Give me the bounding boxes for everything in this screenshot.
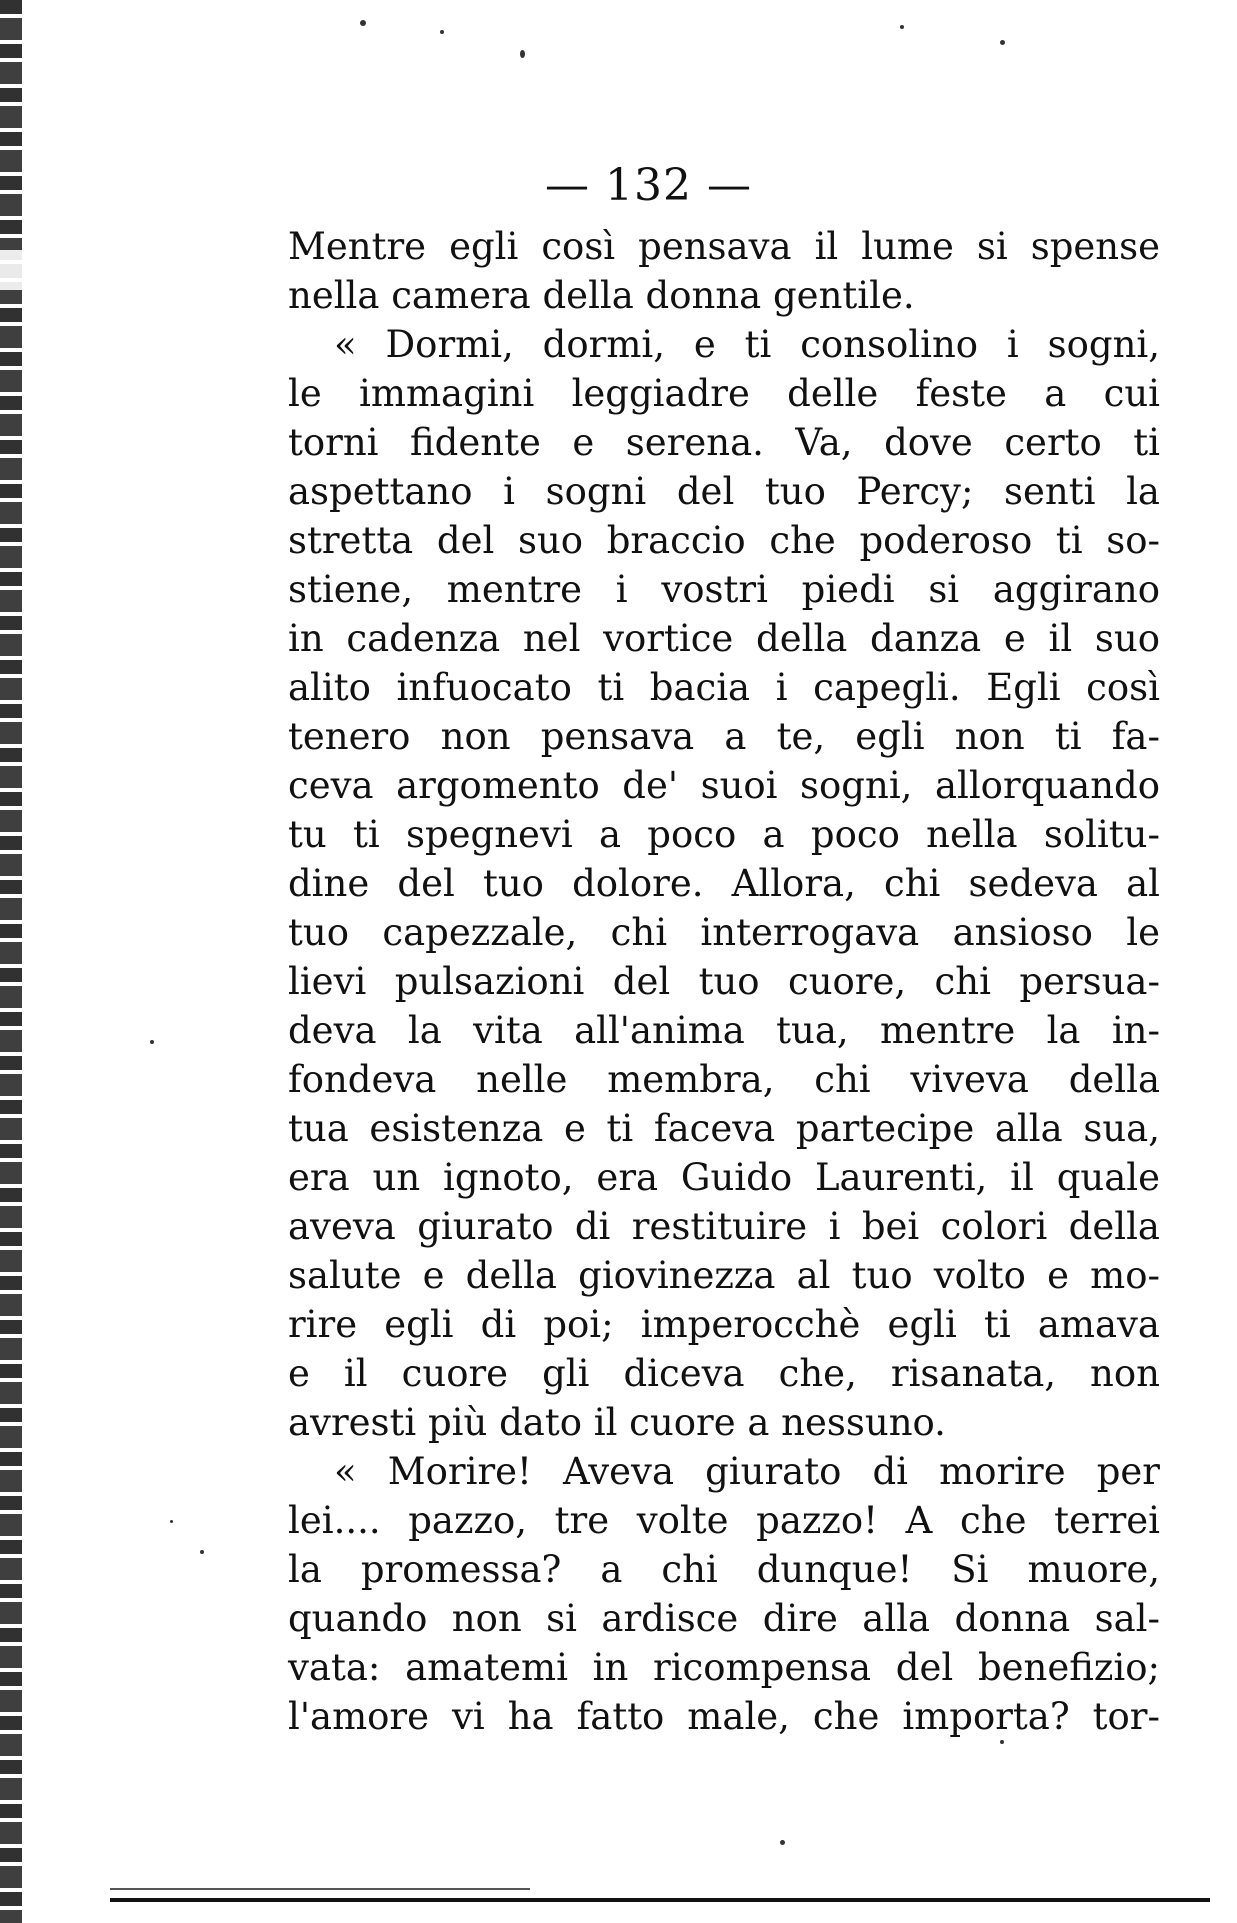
text-line: dine del tuo dolore. Allora, chi sedeva al [288,862,1160,905]
text-line: Mentre egli così pensava il lume si spense [288,225,1160,268]
text-line: stiene, mentre i vostri piedi si aggirano [288,568,1160,611]
text-line: nella camera della donna gentile. [288,274,915,317]
text-line: tuo capezzale, chi interrogava ansioso le [288,911,1160,954]
scan-speck [1000,40,1005,45]
text-line: lei.... pazzo, tre volte pazzo! A che terrei [288,1499,1160,1542]
scan-binding-gap [0,250,22,290]
text-line: in cadenza nel vortice della danza e il suo [288,617,1160,660]
text-line: « Dormi, dormi, e ti consolino i sogni, [334,323,1160,366]
scan-speck [200,1550,204,1554]
text-line: aveva giurato di restituire i bei colori della [288,1205,1160,1248]
scan-speck [780,1840,785,1845]
scan-bottom-edge [110,1898,1210,1902]
scan-speck [170,1520,173,1523]
scan-speck [520,50,525,58]
text-line: avresti più dato il cuore a nessuno. [288,1401,946,1444]
text-line: quando non si ardisce dire alla donna sal- [288,1597,1160,1640]
scan-speck [150,1040,154,1044]
text-line: aspettano i sogni del tuo Percy; senti la [288,470,1160,513]
text-line: tu ti spegnevi a poco a poco nella solitu- [288,813,1160,856]
scan-speck [900,25,904,29]
text-line: « Morire! Aveva giurato di morire per [334,1450,1160,1493]
text-line: era un ignoto, era Guido Laurenti, il quale [288,1156,1160,1199]
text-line: le immagini leggiadre delle feste a cui [288,372,1160,415]
text-line: rire egli di poi; imperocchè egli ti amava [288,1303,1160,1346]
text-line: stretta del suo braccio che poderoso ti so- [288,519,1160,562]
scan-speck [360,20,366,26]
text-line: tua esistenza e ti faceva partecipe alla sua, [288,1107,1160,1150]
text-line: e il cuore gli diceva che, risanata, non [288,1352,1160,1395]
text-line: ceva argomento de' suoi sogni, allorquando [288,764,1160,807]
text-line: l'amore vi ha fatto male, che importa? tor- [288,1695,1160,1738]
scan-speck [1000,1740,1004,1744]
body-text [288,222,1160,1741]
text-line: la promessa? a chi dunque! Si muore, [288,1548,1160,1591]
scan-speck [440,30,444,34]
text-line: torni fidente e serena. Va, dove certo ti [288,421,1160,464]
text-line: lievi pulsazioni del tuo cuore, chi persua- [288,960,1160,1003]
text-line: vata: amatemi in ricompensa del benefizio; [288,1646,1160,1689]
text-line: tenero non pensava a te, egli non ti fa- [288,715,1160,758]
text-line: deva la vita all'anima tua, mentre la in- [288,1009,1160,1052]
text-line: alito infuocato ti bacia i capegli. Egli così [288,666,1160,709]
text-line: fondeva nelle membra, chi viveva della [288,1058,1160,1101]
scan-bottom-edge-thin [110,1888,530,1890]
page-number: — 132 — [545,160,752,211]
text-line: salute e della giovinezza al tuo volto e mo- [288,1254,1160,1297]
